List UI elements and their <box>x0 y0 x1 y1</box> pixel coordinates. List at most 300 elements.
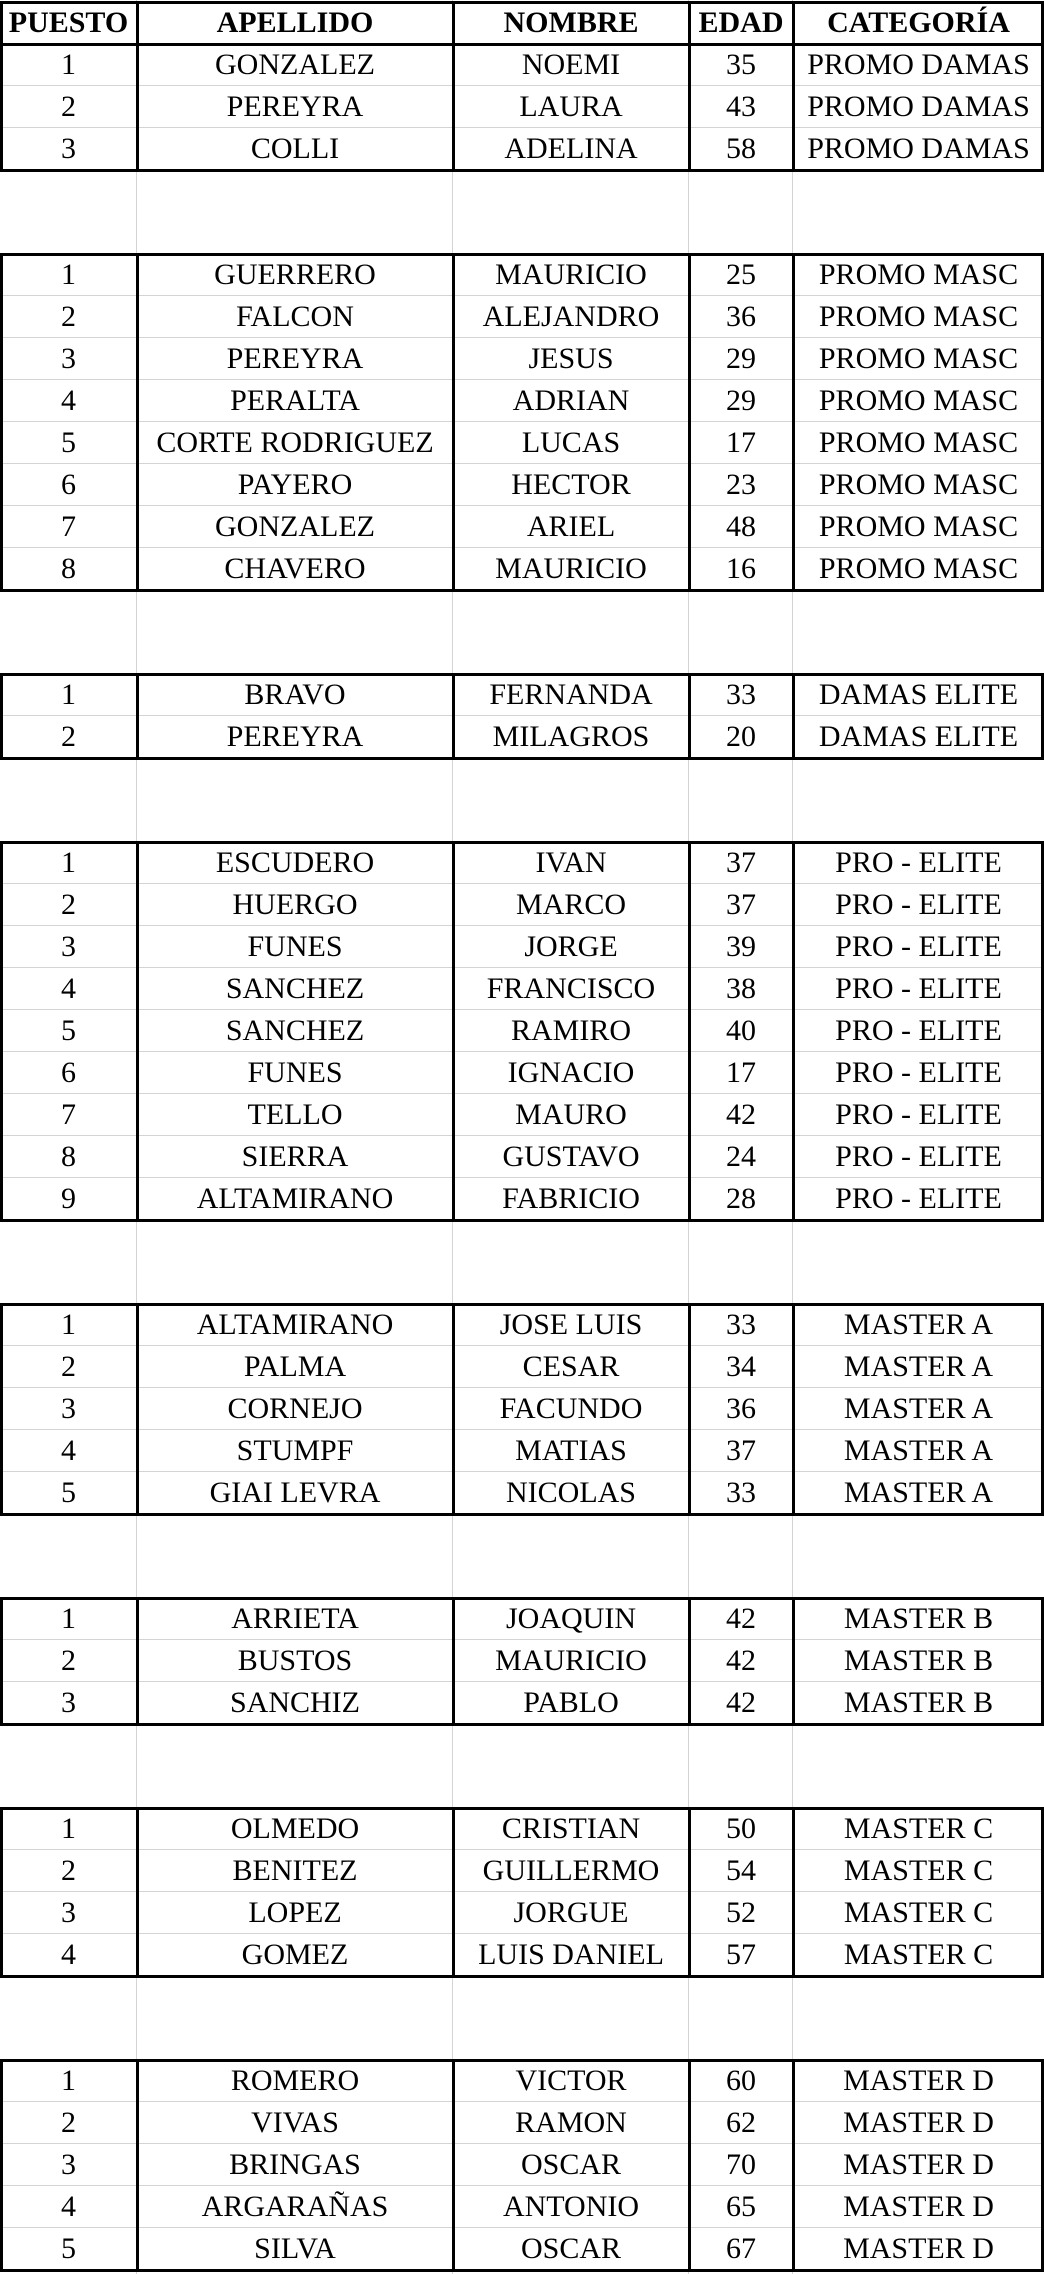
cell-puesto: 1 <box>61 48 76 81</box>
group-3-column-border <box>792 673 795 760</box>
group-6-bottom-border <box>0 1723 1044 1726</box>
cell-nombre: NOEMI <box>521 48 621 81</box>
cell-categoria: PRO - ELITE <box>835 972 1002 1005</box>
cell-puesto: 4 <box>61 972 76 1005</box>
cell-apellido: SIERRA <box>241 1140 349 1173</box>
cell-edad: 33 <box>726 1308 756 1341</box>
cell-edad: 36 <box>726 300 756 333</box>
cell-puesto: 8 <box>61 1140 76 1173</box>
table-row <box>0 464 1044 506</box>
header-column-border <box>452 1 455 46</box>
group-8-column-border <box>792 2059 795 2272</box>
cell-apellido: HUERGO <box>232 888 358 921</box>
cell-puesto: 1 <box>61 2064 76 2097</box>
cell-nombre: JOAQUIN <box>506 1602 636 1635</box>
header-edad: EDAD <box>698 6 784 39</box>
cell-apellido: PEREYRA <box>226 720 364 753</box>
cell-puesto: 2 <box>61 90 76 123</box>
cell-apellido: SANCHIZ <box>229 1686 360 1719</box>
group-5-column-border <box>792 1303 795 1516</box>
cell-apellido: BUSTOS <box>237 1644 353 1677</box>
cell-nombre: OSCAR <box>520 2148 622 2181</box>
cell-apellido: FUNES <box>247 930 343 963</box>
cell-categoria: MASTER A <box>843 1434 994 1467</box>
table-row <box>0 968 1044 1010</box>
group-1-column-border <box>452 43 455 172</box>
cell-nombre: ADRIAN <box>512 384 630 417</box>
cell-puesto: 3 <box>61 1896 76 1929</box>
cell-edad: 29 <box>726 384 756 417</box>
cell-categoria: MASTER B <box>843 1644 994 1677</box>
cell-categoria: PRO - ELITE <box>835 846 1002 879</box>
cell-edad: 23 <box>726 468 756 501</box>
table-row <box>0 2228 1044 2270</box>
table-row <box>0 380 1044 422</box>
table-row <box>0 926 1044 968</box>
group-2-top-border <box>0 253 1044 256</box>
cell-edad: 24 <box>726 1140 756 1173</box>
cell-nombre: VICTOR <box>515 2064 627 2097</box>
cell-apellido: COLLI <box>250 132 340 165</box>
table-row <box>0 1892 1044 1934</box>
cell-puesto: 7 <box>61 510 76 543</box>
cell-edad: 20 <box>726 720 756 753</box>
table-row <box>0 1640 1044 1682</box>
group-7-column-border <box>0 1807 3 1978</box>
cell-categoria: MASTER A <box>843 1308 994 1341</box>
header-puesto: PUESTO <box>8 6 129 39</box>
cell-categoria: PRO - ELITE <box>835 1098 1002 1131</box>
cell-apellido: PAYERO <box>237 468 353 501</box>
cell-categoria: PRO - ELITE <box>835 1182 1002 1215</box>
cell-edad: 43 <box>726 90 756 123</box>
cell-edad: 29 <box>726 342 756 375</box>
cell-puesto: 5 <box>61 2232 76 2265</box>
cell-edad: 50 <box>726 1812 756 1845</box>
group-8-column-border <box>136 2059 139 2272</box>
cell-categoria: PRO - ELITE <box>835 930 1002 963</box>
cell-nombre: MAURO <box>515 1098 627 1131</box>
cell-edad: 42 <box>726 1644 756 1677</box>
cell-apellido: SANCHEZ <box>225 972 365 1005</box>
group-7-column-border <box>688 1807 691 1978</box>
cell-nombre: CESAR <box>522 1350 620 1383</box>
cell-puesto: 7 <box>61 1098 76 1131</box>
table-row <box>0 1430 1044 1472</box>
cell-apellido: CHAVERO <box>224 552 366 585</box>
table-row <box>0 2144 1044 2186</box>
group-2-column-border <box>688 253 691 592</box>
cell-edad: 33 <box>726 1476 756 1509</box>
table-row <box>0 1136 1044 1178</box>
cell-edad: 65 <box>726 2190 756 2223</box>
cell-edad: 42 <box>726 1602 756 1635</box>
group-4-top-border <box>0 841 1044 844</box>
group-4-column-border <box>452 841 455 1222</box>
cell-categoria: MASTER C <box>843 1896 994 1929</box>
table-row <box>0 128 1044 170</box>
cell-nombre: PABLO <box>523 1686 619 1719</box>
table-row <box>0 2186 1044 2228</box>
table-row <box>0 506 1044 548</box>
cell-nombre: MAURICIO <box>495 1644 647 1677</box>
cell-categoria: MASTER D <box>843 2148 994 2181</box>
cell-categoria: DAMAS ELITE <box>818 678 1019 711</box>
group-7-column-border <box>452 1807 455 1978</box>
cell-edad: 17 <box>726 426 756 459</box>
header-column-border <box>136 1 139 46</box>
cell-nombre: HECTOR <box>511 468 631 501</box>
group-5-bottom-border <box>0 1513 1044 1516</box>
cell-puesto: 8 <box>61 552 76 585</box>
cell-puesto: 3 <box>61 1392 76 1425</box>
cell-apellido: FALCON <box>236 300 354 333</box>
cell-edad: 37 <box>726 846 756 879</box>
cell-puesto: 3 <box>61 132 76 165</box>
cell-puesto: 4 <box>61 1938 76 1971</box>
cell-nombre: FERNANDA <box>489 678 653 711</box>
cell-puesto: 2 <box>61 2106 76 2139</box>
table-row <box>0 296 1044 338</box>
cell-nombre: LAURA <box>519 90 623 123</box>
cell-apellido: BRAVO <box>244 678 346 711</box>
cell-apellido: PEREYRA <box>226 342 364 375</box>
cell-puesto: 2 <box>61 300 76 333</box>
cell-edad: 37 <box>726 888 756 921</box>
table-row <box>0 716 1044 758</box>
cell-apellido: PALMA <box>243 1350 347 1383</box>
group-8-column-border <box>688 2059 691 2272</box>
cell-puesto: 1 <box>61 1602 76 1635</box>
cell-edad: 67 <box>726 2232 756 2265</box>
group-2-column-border <box>452 253 455 592</box>
cell-edad: 42 <box>726 1686 756 1719</box>
cell-nombre: MILAGROS <box>492 720 650 753</box>
cell-categoria: MASTER B <box>843 1602 994 1635</box>
cell-edad: 57 <box>726 1938 756 1971</box>
table-row <box>0 2102 1044 2144</box>
group-4-column-border <box>136 841 139 1222</box>
cell-edad: 34 <box>726 1350 756 1383</box>
table-row <box>0 44 1044 86</box>
group-4-column-border <box>0 841 3 1222</box>
cell-categoria: PRO - ELITE <box>835 888 1002 921</box>
group-6-top-border <box>0 1597 1044 1600</box>
group-1-column-border <box>136 43 139 172</box>
cell-nombre: RAMON <box>515 2106 627 2139</box>
cell-puesto: 2 <box>61 1644 76 1677</box>
cell-categoria: MASTER B <box>843 1686 994 1719</box>
cell-apellido: ARRIETA <box>231 1602 359 1635</box>
cell-nombre: IVAN <box>535 846 607 879</box>
cell-puesto: 2 <box>61 888 76 921</box>
header-column-border <box>0 1 3 46</box>
cell-categoria: PROMO MASC <box>818 384 1019 417</box>
cell-nombre: LUIS DANIEL <box>478 1938 664 1971</box>
group-6-column-border <box>452 1597 455 1726</box>
cell-categoria: PRO - ELITE <box>835 1056 1002 1089</box>
group-1-column-border <box>0 43 3 172</box>
cell-categoria: PROMO MASC <box>818 300 1019 333</box>
cell-categoria: PRO - ELITE <box>835 1014 1002 1047</box>
cell-nombre: JORGUE <box>513 1896 629 1929</box>
cell-nombre: MATIAS <box>515 1434 627 1467</box>
group-6-column-border <box>0 1597 3 1726</box>
cell-puesto: 3 <box>61 342 76 375</box>
cell-nombre: ADELINA <box>504 132 638 165</box>
group-2-column-border <box>136 253 139 592</box>
cell-categoria: DAMAS ELITE <box>818 720 1019 753</box>
cell-apellido: ALTAMIRANO <box>196 1182 394 1215</box>
cell-categoria: PROMO MASC <box>818 510 1019 543</box>
table-row <box>0 1178 1044 1220</box>
cell-categoria: PROMO DAMAS <box>807 132 1030 165</box>
cell-apellido: STUMPF <box>236 1434 354 1467</box>
table-row <box>0 842 1044 884</box>
cell-apellido: OLMEDO <box>230 1812 360 1845</box>
cell-edad: 38 <box>726 972 756 1005</box>
cell-apellido: VIVAS <box>251 2106 339 2139</box>
group-6-column-border <box>136 1597 139 1726</box>
table-row <box>0 2060 1044 2102</box>
cell-edad: 16 <box>726 552 756 585</box>
cell-apellido: SANCHEZ <box>225 1014 365 1047</box>
cell-nombre: GUILLERMO <box>482 1854 660 1887</box>
cell-nombre: LUCAS <box>521 426 621 459</box>
cell-puesto: 1 <box>61 1812 76 1845</box>
cell-nombre: RAMIRO <box>510 1014 631 1047</box>
group-5-column-border <box>0 1303 3 1516</box>
cell-categoria: PROMO MASC <box>818 258 1019 291</box>
table-row <box>0 254 1044 296</box>
cell-apellido: BRINGAS <box>229 2148 361 2181</box>
cell-apellido: FUNES <box>247 1056 343 1089</box>
cell-nombre: ANTONIO <box>502 2190 640 2223</box>
cell-nombre: JOSE LUIS <box>499 1308 643 1341</box>
group-5-top-border <box>0 1303 1044 1306</box>
cell-apellido: ESCUDERO <box>215 846 375 879</box>
cell-edad: 35 <box>726 48 756 81</box>
cell-nombre: JORGE <box>524 930 618 963</box>
table-row <box>0 1850 1044 1892</box>
cell-categoria: PROMO MASC <box>818 342 1019 375</box>
cell-edad: 36 <box>726 1392 756 1425</box>
table-row <box>0 1682 1044 1724</box>
group-7-column-border <box>792 1807 795 1978</box>
cell-nombre: CRISTIAN <box>501 1812 641 1845</box>
table-row <box>0 1934 1044 1976</box>
cell-nombre: IGNACIO <box>507 1056 635 1089</box>
cell-nombre: MAURICIO <box>495 258 647 291</box>
cell-nombre: NICOLAS <box>505 1476 636 1509</box>
cell-nombre: GUSTAVO <box>502 1140 640 1173</box>
group-8-bottom-border <box>0 2269 1044 2272</box>
cell-puesto: 3 <box>61 1686 76 1719</box>
group-8-column-border <box>0 2059 3 2272</box>
cell-apellido: GONZALEZ <box>215 48 375 81</box>
table-row <box>0 422 1044 464</box>
cell-puesto: 5 <box>61 1476 76 1509</box>
cell-categoria: MASTER A <box>843 1392 994 1425</box>
cell-categoria: MASTER D <box>843 2190 994 2223</box>
cell-puesto: 6 <box>61 1056 76 1089</box>
cell-edad: 62 <box>726 2106 756 2139</box>
cell-nombre: ARIEL <box>526 510 616 543</box>
cell-puesto: 9 <box>61 1182 76 1215</box>
cell-edad: 70 <box>726 2148 756 2181</box>
table-row <box>0 1808 1044 1850</box>
group-6-column-border <box>688 1597 691 1726</box>
cell-categoria: PROMO DAMAS <box>807 90 1030 123</box>
cell-puesto: 1 <box>61 258 76 291</box>
header-apellido: APELLIDO <box>216 6 374 39</box>
group-1-column-border <box>688 43 691 172</box>
cell-categoria: MASTER D <box>843 2232 994 2265</box>
cell-apellido: GOMEZ <box>241 1938 349 1971</box>
group-4-column-border <box>688 841 691 1222</box>
cell-edad: 58 <box>726 132 756 165</box>
table-row <box>0 338 1044 380</box>
group-1-bottom-border <box>0 169 1044 172</box>
cell-edad: 60 <box>726 2064 756 2097</box>
header-column-border <box>792 1 795 46</box>
cell-apellido: CORTE RODRIGUEZ <box>156 426 434 459</box>
group-2-column-border <box>0 253 3 592</box>
cell-nombre: FACUNDO <box>499 1392 643 1425</box>
group-3-bottom-border <box>0 757 1044 760</box>
cell-edad: 33 <box>726 678 756 711</box>
cell-edad: 48 <box>726 510 756 543</box>
header-nombre: NOMBRE <box>503 6 639 39</box>
group-1-top-border <box>0 43 1044 46</box>
table-row <box>0 1304 1044 1346</box>
cell-apellido: PERALTA <box>230 384 360 417</box>
group-3-column-border <box>0 673 3 760</box>
cell-categoria: PROMO MASC <box>818 468 1019 501</box>
cell-puesto: 4 <box>61 1434 76 1467</box>
cell-categoria: MASTER A <box>843 1476 994 1509</box>
cell-puesto: 3 <box>61 930 76 963</box>
cell-edad: 52 <box>726 1896 756 1929</box>
group-7-top-border <box>0 1807 1044 1810</box>
cell-nombre: FRANCISCO <box>486 972 656 1005</box>
cell-apellido: SILVA <box>254 2232 336 2265</box>
table-row <box>0 1010 1044 1052</box>
group-3-column-border <box>136 673 139 760</box>
table-row <box>0 1388 1044 1430</box>
group-7-column-border <box>136 1807 139 1978</box>
cell-nombre: FABRICIO <box>502 1182 640 1215</box>
cell-categoria: MASTER C <box>843 1812 994 1845</box>
cell-edad: 39 <box>726 930 756 963</box>
cell-edad: 17 <box>726 1056 756 1089</box>
cell-edad: 25 <box>726 258 756 291</box>
cell-categoria: MASTER C <box>843 1854 994 1887</box>
group-5-column-border <box>136 1303 139 1516</box>
cell-categoria: MASTER C <box>843 1938 994 1971</box>
group-3-top-border <box>0 673 1044 676</box>
group-5-column-border <box>688 1303 691 1516</box>
cell-puesto: 6 <box>61 468 76 501</box>
cell-categoria: PROMO MASC <box>818 426 1019 459</box>
group-8-top-border <box>0 2059 1044 2062</box>
cell-apellido: GONZALEZ <box>215 510 375 543</box>
cell-puesto: 1 <box>61 1308 76 1341</box>
group-6-column-border <box>792 1597 795 1726</box>
cell-nombre: MAURICIO <box>495 552 647 585</box>
table-row <box>0 86 1044 128</box>
cell-puesto: 4 <box>61 2190 76 2223</box>
cell-apellido: GIAI LEVRA <box>209 1476 381 1509</box>
header-column-border <box>688 1 691 46</box>
cell-apellido: CORNEJO <box>227 1392 363 1425</box>
group-3-column-border <box>452 673 455 760</box>
cell-apellido: ALTAMIRANO <box>196 1308 394 1341</box>
cell-categoria: MASTER D <box>843 2064 994 2097</box>
cell-edad: 40 <box>726 1014 756 1047</box>
cell-apellido: GUERRERO <box>214 258 376 291</box>
cell-edad: 54 <box>726 1854 756 1887</box>
header-row <box>0 2 1044 44</box>
header-categoria: CATEGORÍA <box>827 6 1010 39</box>
cell-categoria: PROMO DAMAS <box>807 48 1030 81</box>
cell-apellido: TELLO <box>247 1098 343 1131</box>
group-1-column-border <box>792 43 795 172</box>
cell-puesto: 2 <box>61 1854 76 1887</box>
cell-puesto: 1 <box>61 678 76 711</box>
cell-puesto: 2 <box>61 720 76 753</box>
cell-puesto: 1 <box>61 846 76 879</box>
cell-puesto: 3 <box>61 2148 76 2181</box>
group-7-bottom-border <box>0 1975 1044 1978</box>
cell-puesto: 2 <box>61 1350 76 1383</box>
cell-puesto: 5 <box>61 426 76 459</box>
cell-apellido: ARGARAÑAS <box>201 2190 389 2223</box>
group-8-column-border <box>452 2059 455 2272</box>
cell-apellido: PEREYRA <box>226 90 364 123</box>
table-row <box>0 674 1044 716</box>
table-row <box>0 1346 1044 1388</box>
table-row <box>0 1598 1044 1640</box>
table-row <box>0 884 1044 926</box>
cell-nombre: JESUS <box>528 342 614 375</box>
cell-puesto: 5 <box>61 1014 76 1047</box>
cell-categoria: PRO - ELITE <box>835 1140 1002 1173</box>
cell-nombre: OSCAR <box>520 2232 622 2265</box>
group-5-column-border <box>452 1303 455 1516</box>
cell-edad: 28 <box>726 1182 756 1215</box>
group-2-column-border <box>792 253 795 592</box>
group-2-bottom-border <box>0 589 1044 592</box>
cell-apellido: BENITEZ <box>232 1854 358 1887</box>
group-3-column-border <box>688 673 691 760</box>
cell-puesto: 4 <box>61 384 76 417</box>
cell-edad: 42 <box>726 1098 756 1131</box>
cell-edad: 37 <box>726 1434 756 1467</box>
cell-categoria: MASTER A <box>843 1350 994 1383</box>
table-row <box>0 1052 1044 1094</box>
cell-categoria: MASTER D <box>843 2106 994 2139</box>
cell-nombre: MARCO <box>515 888 627 921</box>
cell-categoria: PROMO MASC <box>818 552 1019 585</box>
group-4-bottom-border <box>0 1219 1044 1222</box>
table-row <box>0 548 1044 590</box>
header-top-border <box>0 1 1044 4</box>
group-4-column-border <box>792 841 795 1222</box>
cell-nombre: ALEJANDRO <box>482 300 660 333</box>
cell-apellido: ROMERO <box>230 2064 360 2097</box>
table-row <box>0 1472 1044 1514</box>
